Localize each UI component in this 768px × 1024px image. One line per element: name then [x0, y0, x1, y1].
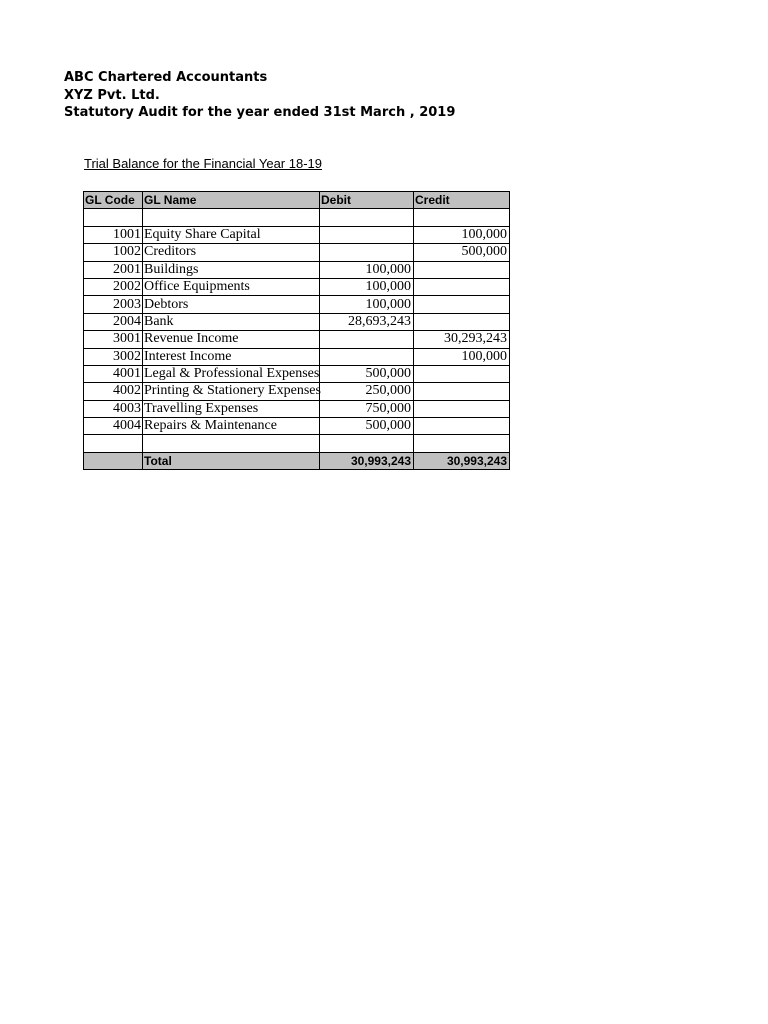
table-row: [84, 348, 510, 365]
table-row: [84, 331, 510, 348]
table-row: [84, 278, 510, 295]
debit-cell[interactable]: [320, 226, 414, 243]
gl-code-cell[interactable]: 4002: [84, 383, 143, 400]
total-row: [84, 452, 510, 469]
gl-code-cell[interactable]: 4001: [84, 365, 143, 382]
debit-cell[interactable]: [320, 348, 414, 365]
blank-cell[interactable]: [320, 435, 414, 452]
gl-name-cell[interactable]: Buildings: [143, 261, 320, 278]
column-header-credit[interactable]: Credit: [414, 192, 510, 209]
gl-code-cell[interactable]: 3001: [84, 331, 143, 348]
gl-name-cell[interactable]: Bank: [143, 313, 320, 330]
credit-cell[interactable]: 30,293,243: [414, 331, 510, 348]
credit-cell[interactable]: [414, 296, 510, 313]
firm-name: ABC Chartered Accountants: [64, 70, 268, 85]
gl-name-cell[interactable]: Interest Income: [143, 348, 320, 365]
table-row: [84, 383, 510, 400]
debit-cell[interactable]: 100,000: [320, 296, 414, 313]
blank-cell[interactable]: [414, 435, 510, 452]
total-credit[interactable]: 30,993,243: [414, 452, 510, 469]
blank-row: [84, 435, 510, 452]
gl-code-cell[interactable]: 2001: [84, 261, 143, 278]
debit-cell[interactable]: [320, 244, 414, 261]
gl-name-cell[interactable]: Office Equipments: [143, 278, 320, 295]
gl-code-cell[interactable]: 4003: [84, 400, 143, 417]
debit-cell[interactable]: 500,000: [320, 418, 414, 435]
gl-code-cell[interactable]: 1002: [84, 244, 143, 261]
blank-row: [84, 209, 510, 226]
debit-cell[interactable]: [320, 331, 414, 348]
blank-cell[interactable]: [84, 209, 143, 226]
gl-code-cell[interactable]: 4004: [84, 418, 143, 435]
gl-name-cell[interactable]: Travelling Expenses: [143, 400, 320, 417]
credit-cell[interactable]: [414, 365, 510, 382]
credit-cell[interactable]: [414, 400, 510, 417]
gl-name-cell[interactable]: Revenue Income: [143, 331, 320, 348]
table-row: [84, 365, 510, 382]
blank-cell[interactable]: [143, 435, 320, 452]
credit-cell[interactable]: [414, 278, 510, 295]
gl-name-cell[interactable]: Repairs & Maintenance: [143, 418, 320, 435]
total-debit[interactable]: 30,993,243: [320, 452, 414, 469]
debit-cell[interactable]: 100,000: [320, 261, 414, 278]
trial-balance-title: Trial Balance for the Financial Year 18-19: [84, 156, 322, 171]
gl-code-cell[interactable]: 2002: [84, 278, 143, 295]
report-header: [64, 69, 455, 122]
debit-cell[interactable]: 28,693,243: [320, 313, 414, 330]
table-row: [84, 400, 510, 417]
table-row: [84, 296, 510, 313]
credit-cell[interactable]: [414, 383, 510, 400]
column-header-gl-code[interactable]: GL Code: [84, 192, 143, 209]
table-row: [84, 313, 510, 330]
gl-name-cell[interactable]: Creditors: [143, 244, 320, 261]
debit-cell[interactable]: 100,000: [320, 278, 414, 295]
gl-name-cell[interactable]: Legal & Professional Expenses: [144, 366, 320, 382]
credit-cell[interactable]: 500,000: [414, 244, 510, 261]
column-header-gl-name[interactable]: GL Name: [143, 192, 320, 209]
total-label[interactable]: Total: [143, 452, 320, 469]
debit-cell[interactable]: 750,000: [320, 400, 414, 417]
total-empty-cell[interactable]: [84, 452, 143, 469]
gl-name-cell[interactable]: Debtors: [143, 296, 320, 313]
gl-name-cell[interactable]: Printing & Stationery Expenses: [144, 383, 321, 399]
credit-cell[interactable]: [414, 313, 510, 330]
column-header-debit[interactable]: Debit: [320, 192, 414, 209]
trial-balance-table: [83, 191, 510, 470]
gl-code-cell[interactable]: 2003: [84, 296, 143, 313]
credit-cell[interactable]: 100,000: [414, 348, 510, 365]
table-row: [84, 261, 510, 278]
credit-cell[interactable]: [414, 261, 510, 278]
credit-cell[interactable]: 100,000: [414, 226, 510, 243]
gl-code-cell[interactable]: 3002: [84, 348, 143, 365]
table-row: [84, 418, 510, 435]
blank-cell[interactable]: [143, 209, 320, 226]
table-row: [84, 244, 510, 261]
debit-cell[interactable]: 500,000: [320, 365, 414, 382]
credit-cell[interactable]: [414, 418, 510, 435]
gl-name-cell[interactable]: Equity Share Capital: [143, 226, 320, 243]
blank-cell[interactable]: [414, 209, 510, 226]
gl-code-cell[interactable]: 1001: [84, 226, 143, 243]
debit-cell[interactable]: 250,000: [320, 383, 414, 400]
table-header-row: [84, 192, 510, 209]
blank-cell[interactable]: [84, 435, 143, 452]
gl-code-cell[interactable]: 2004: [84, 313, 143, 330]
table-row: [84, 226, 510, 243]
client-name: XYZ Pvt. Ltd.: [64, 87, 160, 103]
blank-cell[interactable]: [320, 209, 414, 226]
engagement-title: Statutory Audit for the year ended 31st March , 2019: [64, 105, 456, 120]
